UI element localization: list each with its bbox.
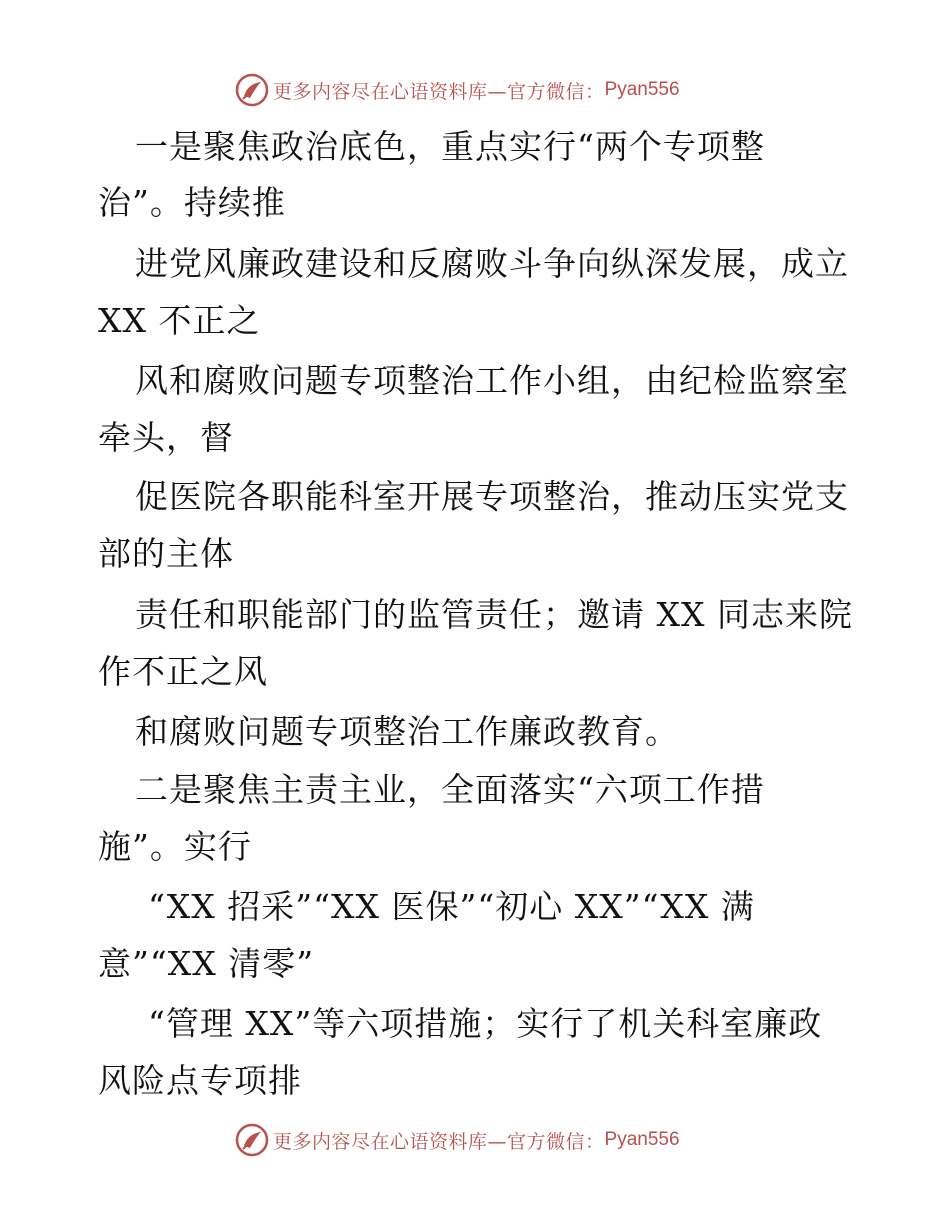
- text-line: 牵头，督: [98, 418, 234, 457]
- logo-icon: [235, 73, 269, 107]
- text-line: 和腐败问题专项整治工作廉政教育。: [135, 712, 679, 751]
- text-line: “管理 XX”等六项措施；实行了机关科室廉政: [148, 1004, 823, 1043]
- watermark-footer: [235, 1122, 680, 1158]
- watermark-text: 更多内容尽在心语资料库—官方微信：: [273, 80, 605, 103]
- text-line: “XX 招采”“XX 医保”“初心 XX”“XX 满: [148, 887, 755, 926]
- watermark-header: [235, 72, 680, 108]
- text-line: 治”。持续推: [98, 183, 286, 222]
- text-line: 促医院各职能科室开展专项整治，推动压实党支: [135, 477, 849, 516]
- watermark-wechat-id: Pyan556: [604, 79, 680, 100]
- text-line: 一是聚焦政治底色，重点实行“两个专项整: [135, 127, 765, 166]
- logo-icon: [235, 1123, 269, 1157]
- text-line: 风和腐败问题专项整治工作小组，由纪检监察室: [135, 361, 849, 400]
- text-line: 施”。实行: [98, 827, 252, 866]
- text-line: 二是聚焦主责主业，全面落实“六项工作措: [135, 770, 765, 809]
- text-line: 风险点专项排: [98, 1061, 302, 1100]
- text-line: 进党风廉政建设和反腐败斗争向纵深发展，成立: [135, 244, 849, 283]
- text-line: 作不正之风: [98, 652, 268, 691]
- text-line: 部的主体: [98, 534, 234, 573]
- text-line: 责任和职能部门的监管责任；邀请 XX 同志来院: [135, 595, 853, 634]
- text-line: 意”“XX 清零”: [98, 944, 315, 983]
- watermark-wechat-id: Pyan556: [604, 1129, 680, 1150]
- watermark-text: 更多内容尽在心语资料库—官方微信：: [273, 1130, 605, 1153]
- text-line: XX 不正之: [98, 301, 261, 340]
